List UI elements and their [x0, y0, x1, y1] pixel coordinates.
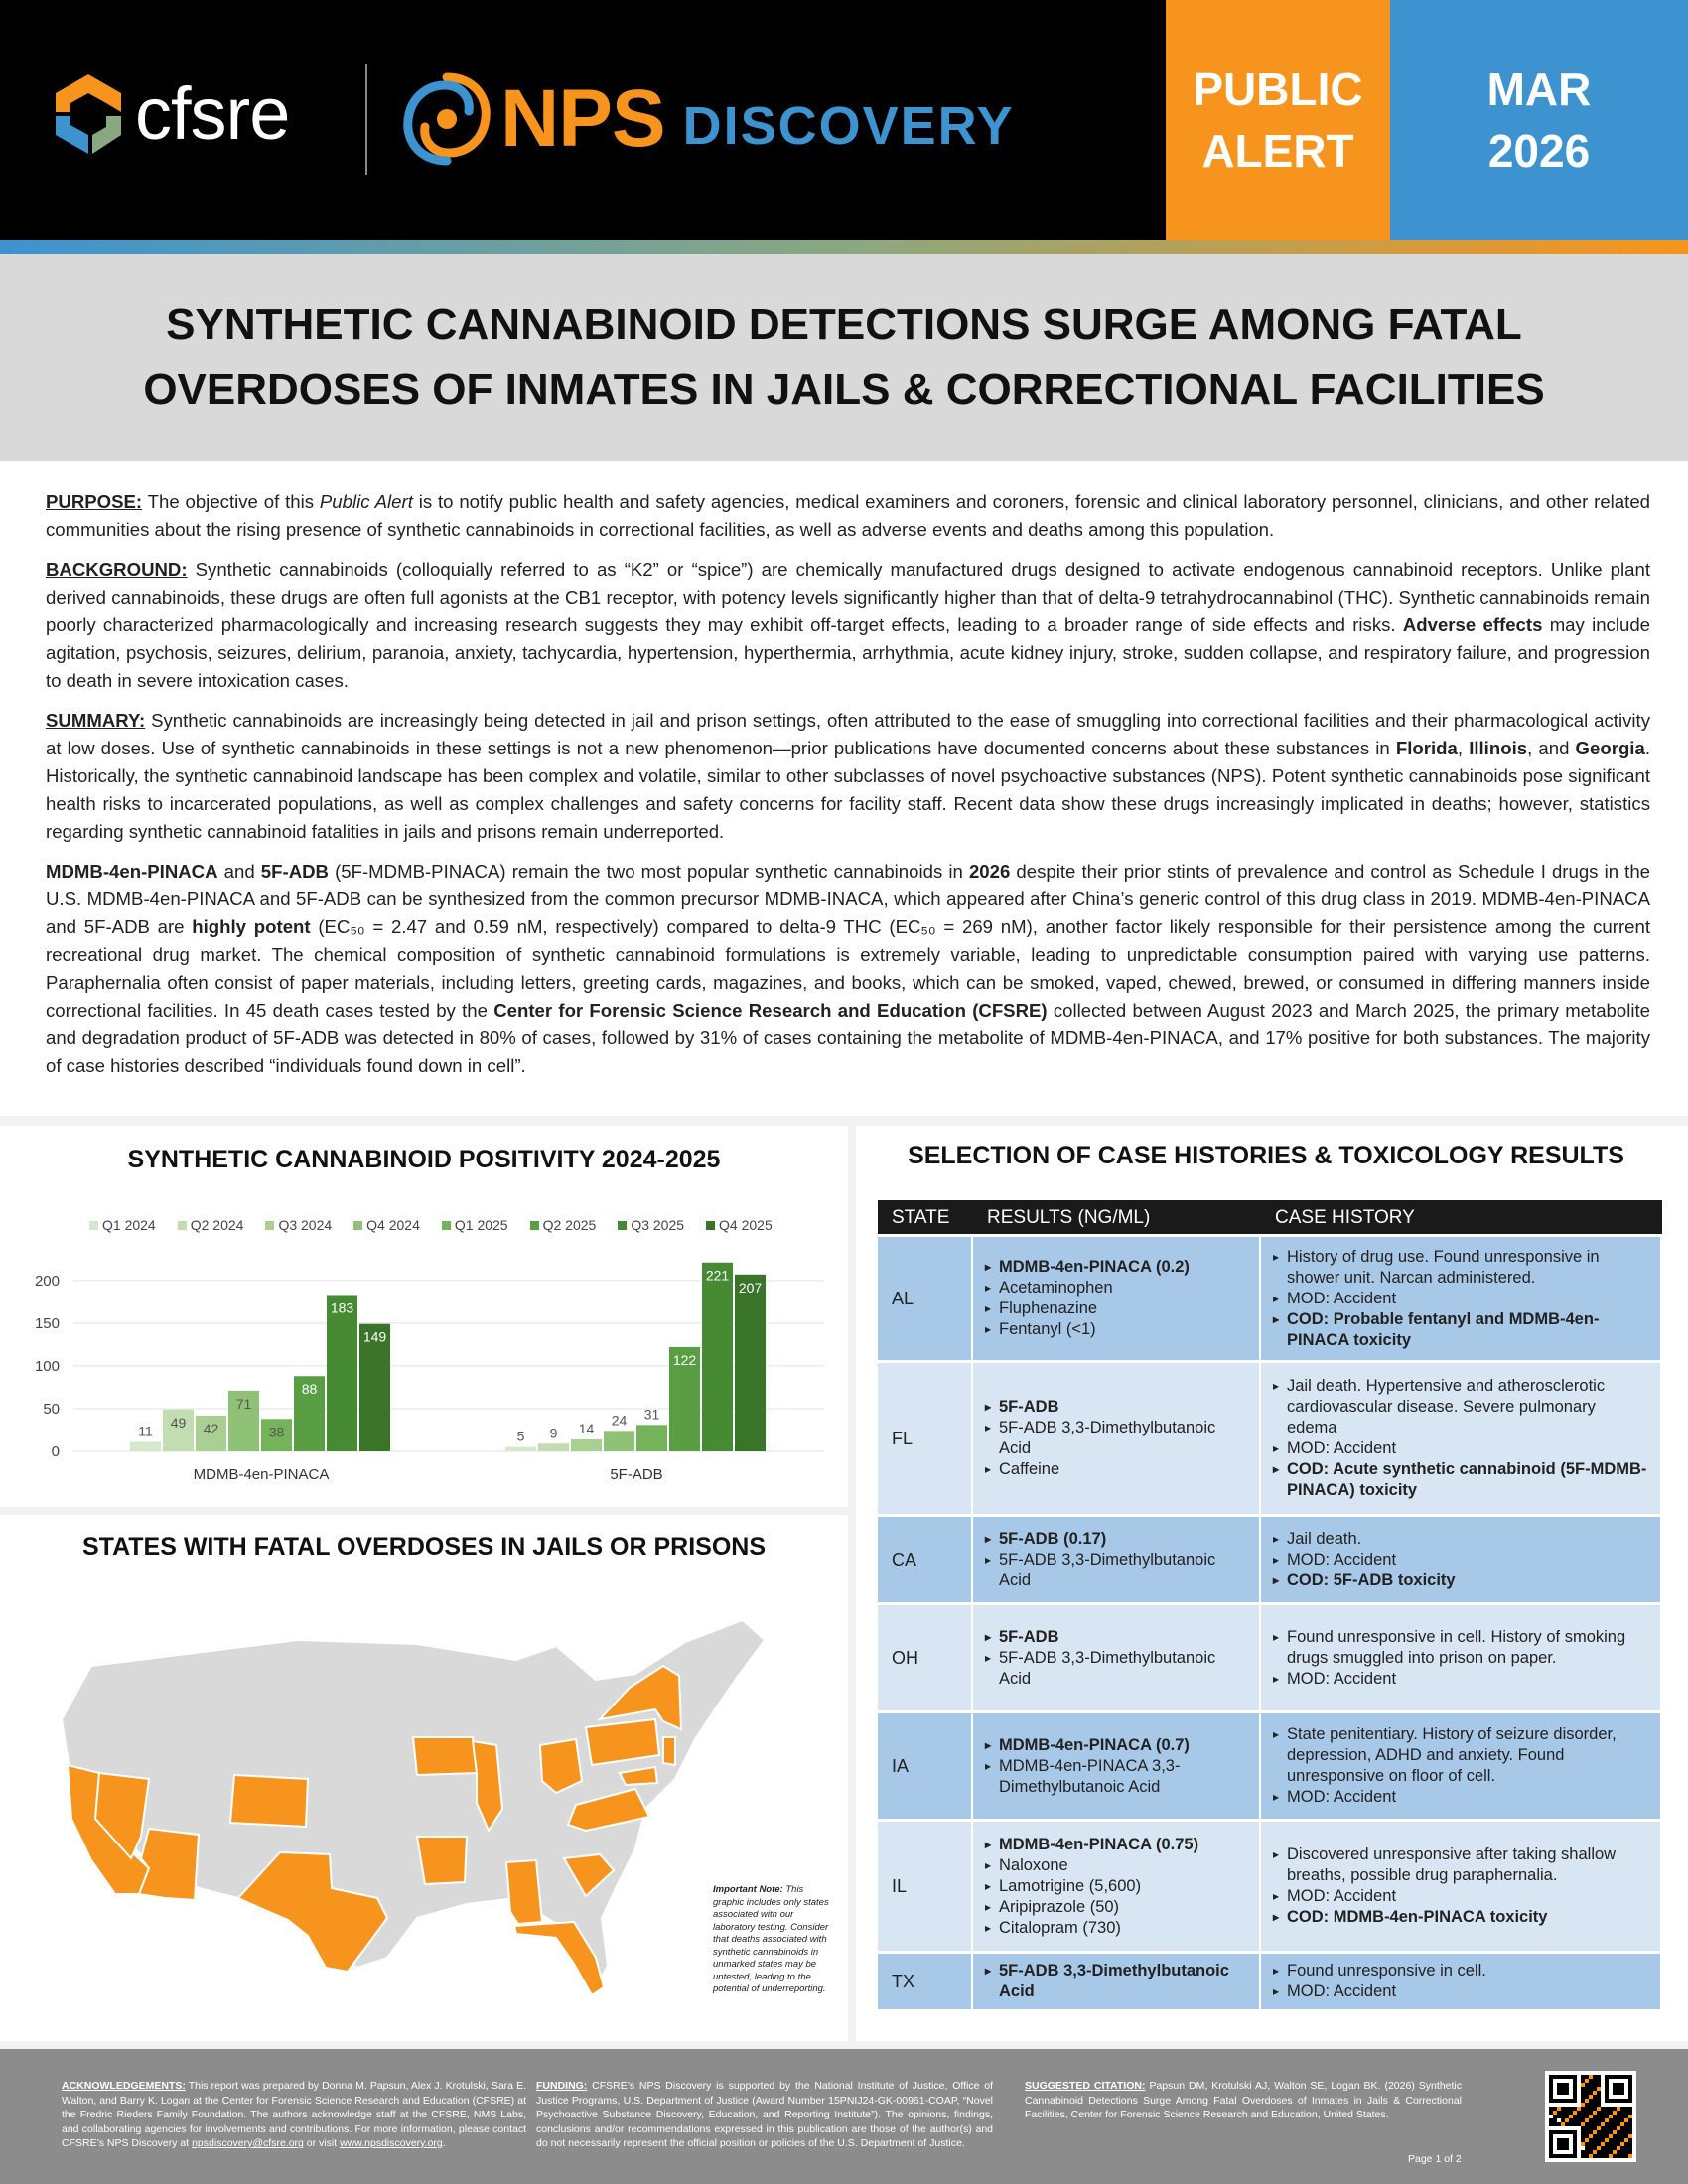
p4-text-1: and: [217, 861, 261, 882]
x-category-label: 5F-ADB: [610, 1466, 663, 1483]
results-cell-item: ▸ MDMB-4en-PINACA (0.75): [985, 1835, 1247, 1855]
background-paragraph: [46, 556, 1650, 695]
legend-item: [89, 1217, 156, 1233]
data-label: 31: [643, 1406, 660, 1423]
legend-swatch: [353, 1221, 362, 1230]
citation-label: SUGGESTED CITATION:: [1025, 2080, 1146, 2092]
state-az: [139, 1829, 199, 1900]
table-title: SELECTION OF CASE HISTORIES & TOXICOLOGY RESULTS: [908, 1142, 1624, 1169]
history-cell: [1261, 1237, 1662, 1360]
ack-label: ACKNOWLEDGEMENTS:: [62, 2080, 186, 2092]
date-badge: [1390, 0, 1688, 240]
results-cell: [973, 1713, 1261, 1819]
purpose-em: Public Alert: [319, 491, 413, 512]
logo-divider: [365, 64, 367, 175]
table-row: [878, 1517, 1662, 1602]
table-header-row: [878, 1200, 1662, 1234]
title-line1: SYNTHETIC CANNABINOID DETECTIONS SURGE AMONG FATAL: [166, 300, 1522, 348]
state-co: [230, 1775, 308, 1827]
legend-label: Q3 2025: [631, 1217, 685, 1233]
header-stripe: [0, 240, 1688, 254]
results-cell: [973, 1605, 1261, 1710]
state-ia: [413, 1737, 477, 1775]
legend-swatch: [178, 1221, 187, 1230]
p4-bold-2: 5F-ADB: [260, 861, 329, 882]
case-histories-table: [878, 1197, 1662, 2012]
page-title: [30, 292, 1658, 423]
funding: [536, 2079, 993, 2151]
ack-url-link[interactable]: www.npsdiscovery.org: [340, 2137, 443, 2149]
date-year: 2026: [1487, 125, 1591, 177]
results-cell-item: ▸ 5F-ADB: [985, 1627, 1247, 1648]
bar: [538, 1443, 569, 1451]
ack-or: or visit: [303, 2137, 341, 2149]
data-label: 183: [330, 1299, 354, 1316]
purpose-label: PURPOSE:: [46, 491, 143, 512]
results-cell-item: ▸ Citalopram (730): [985, 1918, 1247, 1939]
summary-sep2: , and: [1527, 738, 1576, 758]
nps-logo-text: NPS: [500, 73, 665, 164]
legend-item: [178, 1217, 244, 1233]
summary-paragraph: [46, 707, 1650, 846]
page-number: Page 1 of 2: [1408, 2153, 1462, 2165]
legend-label: Q2 2025: [542, 1217, 597, 1233]
results-cell-item: ▸ Aripiprazole (50): [985, 1897, 1247, 1918]
background-text: Synthetic cannabinoids (colloquially referred to as “K2” or “spice”) are chemically manufactured drugs designed to activate endogenous cannabinoid receptors. Unlike plant derived cannabinoids, these drugs are often full agonists at the CB1 receptor, with potency levels significantly higher than that of delta-9 tetrahydrocannabinol (THC). Synthetic cannabinoids remain poorly characterized pharmacologically and increasing research suggests they may exhibit off-target effects, leading to a broader range of side effects and risks.: [46, 559, 1650, 635]
summary-text-b: . Historically, the synthetic cannabinoid landscape has been complex and volatile, similar to other subclasses of novel psychoactive substances (NPS). Potent synthetic cannabinoids pose significant health risks to incarcerated populations, as well as complex challenges and safety concerns for facility staff. Recent data show these drugs increasingly implicated in deaths; however, statistics regarding synthetic cannabinoid fatalities in jails and prisons remain underreported.: [46, 738, 1650, 842]
history-cell-item: ▸ Jail death.: [1273, 1529, 1648, 1550]
y-tick-label: 0: [51, 1443, 60, 1460]
nps-swirl-icon: [397, 69, 496, 169]
state-al: [506, 1860, 542, 1924]
p4-text-5: collected between August 2023 and March 2025, the primary metabolite and degradation product of 5F-ADB was detected in 80% of cases, followed by 31% of cases containing the metabolite of MDMB-4en-PINACA, and 17% positive for both substances. The majority of case histories described “individuals found down in cell”.: [46, 1000, 1650, 1076]
legend-swatch: [265, 1221, 274, 1230]
bar: [604, 1431, 634, 1451]
state-cell: TX: [878, 1954, 973, 2009]
history-cell-item: ▸ MOD: Accident: [1273, 1438, 1648, 1459]
p4-bold-4: highly potent: [192, 916, 311, 937]
cfsre-logo-text: cfsre: [135, 72, 290, 155]
title-band: [0, 254, 1688, 461]
summary-sep1: ,: [1457, 738, 1470, 758]
chart-title: SYNTHETIC CANNABINOID POSITIVITY 2024-2025: [127, 1146, 721, 1173]
history-cell: [1261, 1517, 1662, 1602]
acknowledgements: [62, 2079, 526, 2151]
results-cell-item: ▸ Lamotrigine (5,600): [985, 1876, 1247, 1897]
map-note-text: This graphic includes only states associated with our laboratory testing. Consider that deaths associated with synthetic cannabinoids in unmarked states may be untested, leading to the potential of underreporting.: [713, 1884, 829, 1994]
ack-text: This report was prepared by Donna M. Papsun, Alex J. Krotulski, Sara E. Walton, and Barry K. Logan at the Center for Forensic Science Research and Education (CFSRE) at the Fredric Rieders Family Foundation. The authors acknowledge staff at the CFSRE, NMS Labs, and collaborating agencies for involvements and contributions. For more information, please contact CFSRE’s NPS Discovery at: [62, 2080, 526, 2149]
col-results: RESULTS (NG/ML): [973, 1200, 1261, 1234]
history-cell-item: ▸ MOD: Accident: [1273, 1787, 1648, 1808]
results-cell-item: ▸ Fluphenazine: [985, 1298, 1247, 1319]
results-cell: [973, 1363, 1261, 1514]
col-state: STATE: [878, 1200, 973, 1234]
history-cell-item: ▸ Discovered unresponsive after taking shallow breaths, possible drug paraphernalia.: [1273, 1844, 1648, 1886]
bar: [702, 1263, 733, 1451]
ack-email-link[interactable]: npsdiscovery@cfsre.org: [192, 2137, 304, 2149]
results-cell-item: ▸ 5F-ADB 3,3-Dimethylbutanoic Acid: [985, 1961, 1247, 2002]
funding-label: FUNDING:: [536, 2080, 588, 2092]
legend-label: Q2 2024: [190, 1217, 244, 1233]
qr-code-icon[interactable]: [1545, 2071, 1636, 2162]
data-label: 5: [516, 1428, 525, 1444]
table-row: [878, 1713, 1662, 1819]
y-tick-label: 150: [34, 1314, 60, 1332]
background-bold: Adverse effects: [1402, 614, 1543, 635]
citation-text: Papsun DM, Krotulski AJ, Walton SE, Logan BK. (2026) Synthetic Cannabinoid Detections Surge Among Fatal Overdoses of Inmates in Jails & Correctional Facilities, Center for Forensic Science Research and Education, United States.: [1025, 2080, 1462, 2120]
data-label: 49: [170, 1414, 187, 1431]
summary-state-1: Florida: [1395, 738, 1458, 758]
header-bar: [0, 0, 1688, 240]
history-cell-item: ▸ State penitentiary. History of seizure disorder, depression, ADHD and anxiety. Found unresponsive on floor of cell.: [1273, 1724, 1648, 1787]
history-cell-item: ▸ COD: MDMB-4en-PINACA toxicity: [1273, 1907, 1648, 1928]
state-oh: [540, 1739, 582, 1793]
history-cell: [1261, 1954, 1662, 2009]
bar: [327, 1295, 357, 1451]
legend-item: [442, 1217, 508, 1233]
history-cell-item: ▸ MOD: Accident: [1273, 1669, 1648, 1690]
funding-text: CFSRE’s NPS Discovery is supported by the National Institute of Justice, Office of Justice Programs, U.S. Department of Justice (Award Number 15PNIJ24-GK-00961-COAP, “Novel Psychoactive Substance Discovery, Education, and Reporting Institute”). The opinions, findings, conclusions and/or recommendations expressed in this publication are those of the author(s) and do not necessarily represent the official position or policies of the U.S. Department of Justice.: [536, 2080, 993, 2149]
history-cell-item: ▸ MOD: Accident: [1273, 1981, 1648, 2002]
state-cell: AL: [878, 1237, 973, 1360]
history-cell-item: ▸ COD: 5F-ADB toxicity: [1273, 1570, 1648, 1591]
history-cell: [1261, 1822, 1662, 1951]
results-cell: [973, 1822, 1261, 1951]
legend-label: Q1 2024: [102, 1217, 156, 1233]
p4-bold-1: MDMB-4en-PINACA: [46, 861, 218, 882]
legend-swatch: [706, 1221, 715, 1230]
y-tick-label: 100: [34, 1357, 60, 1375]
legend-swatch: [530, 1221, 539, 1230]
results-cell-item: ▸ 5F-ADB (0.17): [985, 1529, 1247, 1550]
state-ar: [417, 1837, 467, 1884]
legend-label: Q4 2024: [366, 1217, 420, 1233]
history-cell-item: ▸ Jail death. Hypertensive and atherosclerotic cardiovascular disease. Severe pulmonary edema: [1273, 1376, 1648, 1438]
alert-line2: ALERT: [1201, 125, 1354, 177]
data-label: 42: [203, 1420, 219, 1436]
p4-text-4: (EC₅₀ = 2.47 and 0.59 nM, respectively) compared to delta-9 THC (EC₅₀ = 269 nM), another factor likely responsible for their persistence among the current recreational drug market. The chemical composition of synthetic cannabinoid formulations is extremely variable, leading to unpredictable consumption paired with varying use patterns. Paraphernalia often consist of paper materials, including letters, greeting cards, magazines, and books, which can be smoked, vaped, chewed, brewed, or consumed in differing manners inside correctional facilities. In 45 death cases tested by the: [46, 916, 1650, 1021]
qr-code-graphic: [1549, 2075, 1632, 2158]
body-text: [46, 488, 1650, 1092]
table-row: [878, 1363, 1662, 1514]
history-cell-item: ▸ Found unresponsive in cell.: [1273, 1961, 1648, 1981]
nps-discovery-logo: [397, 69, 1015, 169]
data-label: 88: [301, 1381, 318, 1398]
history-cell: [1261, 1713, 1662, 1819]
data-label: 149: [362, 1328, 387, 1345]
results-cell-item: ▸ MDMB-4en-PINACA (0.2): [985, 1257, 1247, 1278]
col-history: CASE HISTORY: [1261, 1200, 1662, 1234]
p4-bold-3: 2026: [968, 861, 1011, 882]
results-cell-item: ▸ Fentanyl (<1): [985, 1319, 1247, 1340]
nps-logo-suffix: DISCOVERY: [682, 96, 1015, 156]
results-cell: [973, 1237, 1261, 1360]
map-panel: [0, 1515, 848, 2041]
table-row: [878, 1822, 1662, 1951]
bar: [571, 1439, 602, 1451]
results-cell: [973, 1954, 1261, 2009]
cfsre-logo: [52, 71, 289, 156]
bar: [636, 1425, 667, 1451]
state-cell: FL: [878, 1363, 973, 1514]
ack-end: .: [442, 2137, 446, 2149]
results-cell-item: ▸ Caffeine: [985, 1459, 1247, 1480]
table-row: [878, 1605, 1662, 1710]
results-cell-item: ▸ MDMB-4en-PINACA (0.7): [985, 1735, 1247, 1756]
data-label: 71: [235, 1395, 252, 1412]
y-tick-label: 50: [43, 1400, 60, 1418]
purpose-text-b: is to notify public health and safety agencies, medical examiners and coroners, forensic and clinical laboratory personnel, clinicians, and other related communities about the rising presence of synthetic cannabinoids in correctional facilities, as well as adverse events and deaths among this population.: [46, 491, 1650, 540]
history-cell-item: ▸ MOD: Accident: [1273, 1550, 1648, 1570]
legend-label: Q1 2025: [454, 1217, 508, 1233]
data-label: 9: [549, 1425, 558, 1441]
purpose-paragraph: [46, 488, 1650, 544]
summary-text: Synthetic cannabinoids are increasingly being detected in jail and prison settings, often attributed to the ease of smuggling into correctional facilities and their pharmacological activity at low doses. Use of synthetic cannabinoids in these settings is not a new phenomenon—prior publications have documented concerns about these substances in: [46, 710, 1650, 758]
p4-bold-5: Center for Forensic Science Research and Education (CFSRE): [493, 1000, 1048, 1021]
results-cell: [973, 1517, 1261, 1602]
data-label: 221: [705, 1267, 730, 1284]
history-cell: [1261, 1605, 1662, 1710]
purpose-text: The objective of this: [142, 491, 320, 512]
history-cell-item: ▸ MOD: Accident: [1273, 1886, 1648, 1907]
map-title: STATES WITH FATAL OVERDOSES IN JAILS OR PRISONS: [81, 1533, 767, 1561]
legend-swatch: [89, 1221, 98, 1230]
legend-item: [618, 1217, 684, 1233]
legend-label: Q3 2024: [278, 1217, 333, 1233]
table-row: [878, 1237, 1662, 1360]
state-cell: OH: [878, 1605, 973, 1710]
data-label: 38: [268, 1424, 285, 1440]
detail-paragraph: [46, 858, 1650, 1080]
data-label: 24: [611, 1412, 628, 1429]
bar-chart: [0, 1245, 848, 1503]
data-label: 122: [672, 1351, 697, 1368]
legend-item: [706, 1217, 773, 1233]
background-label: BACKGROUND:: [46, 559, 188, 580]
results-cell-item: ▸ 5F-ADB: [985, 1397, 1247, 1418]
state-cell: CA: [878, 1517, 973, 1602]
legend-swatch: [618, 1221, 627, 1230]
map-note: [713, 1884, 837, 1996]
alert-line1: PUBLIC: [1193, 64, 1363, 115]
footer: [0, 2049, 1688, 2184]
x-category-label: MDMB-4en-PINACA: [193, 1466, 330, 1483]
history-cell-item: ▸ Found unresponsive in cell. History of smoking drugs smuggled into prison on paper.: [1273, 1627, 1648, 1669]
map-note-label: Important Note:: [713, 1884, 783, 1895]
legend-label: Q4 2025: [719, 1217, 773, 1233]
legend-swatch: [442, 1221, 451, 1230]
data-label: 207: [738, 1279, 763, 1296]
table-row: [878, 1954, 1662, 2009]
legend-item: [530, 1217, 597, 1233]
chart-panel: [0, 1126, 848, 1507]
results-cell-item: ▸ Naloxone: [985, 1855, 1247, 1876]
suggested-citation: [1025, 2079, 1462, 2122]
bar: [130, 1442, 161, 1451]
data-label: 14: [578, 1420, 595, 1436]
bar: [735, 1275, 766, 1451]
results-cell-item: ▸ 5F-ADB 3,3-Dimethylbutanoic Acid: [985, 1550, 1247, 1591]
summary-label: SUMMARY:: [46, 710, 146, 731]
data-label: 11: [138, 1423, 153, 1439]
legend-item: [265, 1217, 332, 1233]
state-cell: IA: [878, 1713, 973, 1819]
public-alert-badge: [1166, 0, 1390, 240]
history-cell-item: ▸ MOD: Accident: [1273, 1289, 1648, 1309]
state-nj: [663, 1737, 675, 1765]
results-cell-item: ▸ Acetaminophen: [985, 1278, 1247, 1298]
summary-state-3: Georgia: [1575, 738, 1645, 758]
summary-state-2: Illinois: [1469, 738, 1528, 758]
legend-item: [353, 1217, 420, 1233]
p4-text-2: (5F-MDMB-PINACA) remain the two most popular synthetic cannabinoids in: [328, 861, 969, 882]
history-cell-item: ▸ COD: Probable fentanyl and MDMB-4en-PINACA toxicity: [1273, 1309, 1648, 1351]
state-cell: IL: [878, 1822, 973, 1951]
background-text-b: may include agitation, psychosis, seizures, delirium, paranoia, anxiety, tachycardia, hypertension, hyperthermia, arrhythmia, acute kidney injury, stroke, sudden collapse, and respiratory failure, and progression to death in severe intoxication cases.: [46, 614, 1650, 691]
cfsre-hexagon-icon: [52, 72, 125, 156]
results-cell-item: ▸ MDMB-4en-PINACA 3,3-Dimethylbutanoic Acid: [985, 1756, 1247, 1798]
results-cell-item: ▸ 5F-ADB 3,3-Dimethylbutanoic Acid: [985, 1418, 1247, 1459]
title-line2: OVERDOSES OF INMATES IN JAILS & CORRECTIONAL FACILITIES: [143, 365, 1545, 414]
history-cell-item: ▸ COD: Acute synthetic cannabinoid (5F-MDMB-PINACA) toxicity: [1273, 1459, 1648, 1501]
chart-legend: [89, 1217, 773, 1233]
bar: [505, 1447, 536, 1451]
history-cell-item: ▸ History of drug use. Found unresponsive in shower unit. Narcan administered.: [1273, 1247, 1648, 1289]
y-tick-label: 200: [34, 1272, 60, 1290]
p4-text-3: despite their prior stints of prevalence and control as Schedule I drugs in the U.S. MDMB-4en-PINACA and 5F-ADB can be synthesized from the common precursor MDMB-INACA, which appeared after China’s generic control of this drug class in 2019. MDMB-4en-PINACA and 5F-ADB are: [46, 861, 1651, 937]
results-cell-item: ▸ 5F-ADB 3,3-Dimethylbutanoic Acid: [985, 1648, 1247, 1690]
date-month: MAR: [1486, 64, 1592, 115]
history-cell: [1261, 1363, 1662, 1514]
